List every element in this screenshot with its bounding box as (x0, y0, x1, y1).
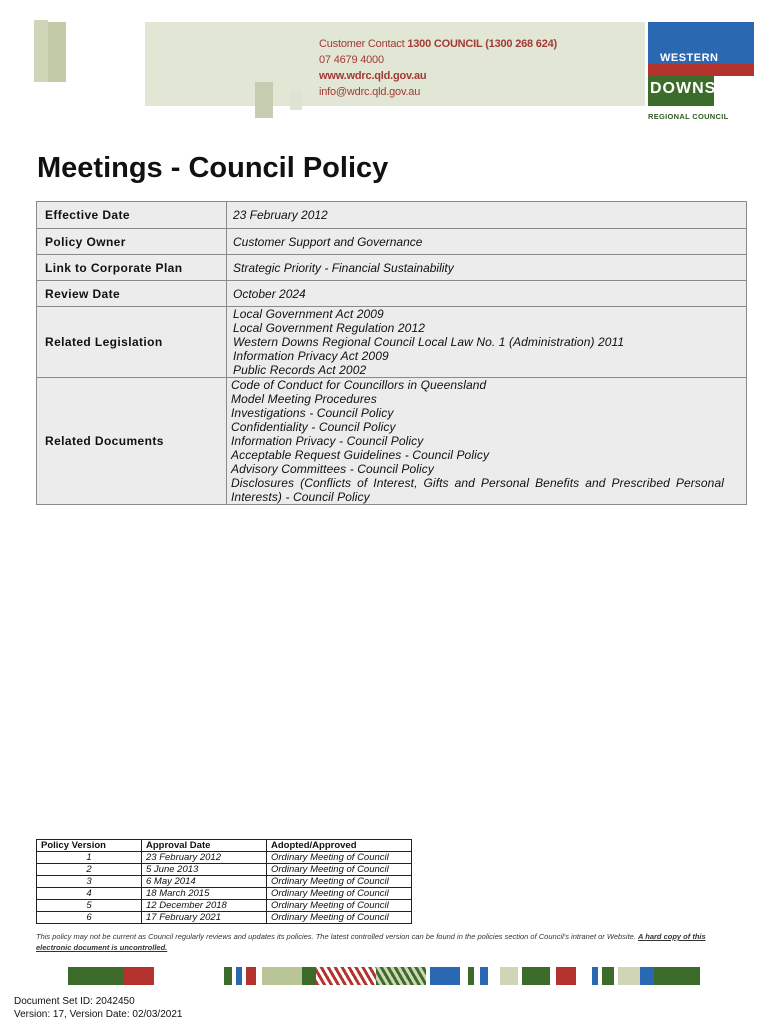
info-label: Review Date (37, 281, 227, 307)
email-link[interactable]: info@wdrc.qld.gov.au (319, 86, 421, 98)
website-link[interactable]: www.wdrc.qld.gov.au (319, 70, 427, 82)
document-item: Model Meeting Procedures (231, 392, 377, 406)
contact-line (319, 36, 557, 52)
info-value (227, 307, 747, 378)
footer-pattern (302, 967, 316, 985)
footer-pattern (500, 967, 518, 985)
document-set-id: Document Set ID: 2042450 (14, 996, 135, 1007)
approved-cell: Ordinary Meeting of Council (267, 900, 412, 912)
legislation-item: Information Privacy Act 2009 (233, 349, 389, 363)
footer-pattern (246, 967, 256, 985)
date-cell: 23 February 2012 (142, 852, 267, 864)
info-row-legislation (37, 307, 747, 378)
logo-downs-text: DOWNS (650, 80, 717, 97)
column-header: Policy Version (37, 840, 142, 852)
footer-pattern (592, 967, 598, 985)
table-row (37, 852, 412, 864)
document-info (14, 995, 182, 1021)
disclaimer-text (36, 931, 736, 953)
approved-cell: Ordinary Meeting of Council (267, 912, 412, 924)
footer-pattern (224, 967, 232, 985)
column-header: Adopted/Approved (267, 840, 412, 852)
banner-decoration (290, 90, 302, 110)
document-item: Advisory Committees - Council Policy (231, 462, 434, 476)
approved-cell: Ordinary Meeting of Council (267, 876, 412, 888)
footer-pattern (68, 967, 124, 985)
legislation-item: Local Government Act 2009 (233, 307, 384, 321)
info-row-corporate-plan (37, 255, 747, 281)
footer-pattern (522, 967, 550, 985)
version-cell: 6 (37, 912, 142, 924)
table-row (37, 864, 412, 876)
footer-pattern (236, 967, 242, 985)
disclaimer-bold: A hard copy of this electronic document is uncontrolled. (36, 932, 706, 952)
info-value: 23 February 2012 (227, 202, 747, 229)
info-value: October 2024 (227, 281, 747, 307)
document-item: Code of Conduct for Councillors in Queensland (231, 378, 487, 392)
footer-pattern (654, 967, 700, 985)
legislation-item: Western Downs Regional Council Local Law No. 1 (Administration) 2011 (233, 335, 625, 349)
version-cell: 3 (37, 876, 142, 888)
info-row-effective-date (37, 202, 747, 229)
info-label: Effective Date (37, 202, 227, 229)
table-row (37, 900, 412, 912)
version-cell: 1 (37, 852, 142, 864)
disclaimer-body: This policy may not be current as Council regularly reviews and updates its policies. The latest controlled version can be found in the policies section of Council's intranet or Website. (36, 932, 636, 941)
document-item: Disclosures (Conflicts of Interest, Gifts and Personal Benefits and Prescribed Personal Interests) - Council Policy (231, 476, 724, 504)
info-label: Policy Owner (37, 229, 227, 255)
footer-pattern (124, 967, 154, 985)
info-label: Link to Corporate Plan (37, 255, 227, 281)
date-cell: 17 February 2021 (142, 912, 267, 924)
column-header: Approval Date (142, 840, 267, 852)
table-row (37, 888, 412, 900)
date-cell: 6 May 2014 (142, 876, 267, 888)
info-value: Customer Support and Governance (227, 229, 747, 255)
footer-pattern (602, 967, 614, 985)
policy-info-table (36, 201, 747, 505)
logo-regional-text: REGIONAL COUNCIL (648, 112, 729, 121)
info-label: Related Legislation (37, 307, 227, 378)
document-version: Version: 17, Version Date: 02/03/2021 (14, 1009, 183, 1020)
legislation-item: Local Government Regulation 2012 (233, 321, 425, 335)
phone-number: 07 4679 4000 (319, 54, 384, 66)
contact-details (319, 36, 557, 100)
footer-pattern (480, 967, 488, 985)
banner-decoration (255, 82, 273, 118)
version-history-table (36, 839, 412, 924)
footer-pattern (316, 967, 376, 985)
approved-cell: Ordinary Meeting of Council (267, 888, 412, 900)
contact-number: 1300 COUNCIL (1300 268 624) (407, 38, 558, 50)
table-row (37, 876, 412, 888)
footer-pattern (640, 967, 654, 985)
footer-pattern (468, 967, 474, 985)
document-item: Information Privacy - Council Policy (231, 434, 424, 448)
document-item: Investigations - Council Policy (231, 406, 394, 420)
document-item: Confidentiality - Council Policy (231, 420, 396, 434)
footer-pattern (262, 967, 302, 985)
page-title: Meetings - Council Policy (37, 152, 389, 184)
footer-pattern (618, 967, 640, 985)
info-label: Related Documents (37, 378, 227, 505)
version-cell: 4 (37, 888, 142, 900)
footer-pattern (376, 967, 426, 985)
legislation-item: Public Records Act 2002 (233, 363, 367, 377)
info-row-documents (37, 378, 747, 505)
date-cell: 5 June 2013 (142, 864, 267, 876)
logo-western-text: WESTERN (660, 52, 719, 64)
version-header-row (37, 840, 412, 852)
approved-cell: Ordinary Meeting of Council (267, 864, 412, 876)
date-cell: 18 March 2015 (142, 888, 267, 900)
contact-prefix: Customer Contact (319, 38, 405, 50)
info-row-policy-owner (37, 229, 747, 255)
version-cell: 5 (37, 900, 142, 912)
banner-decoration (48, 22, 66, 82)
version-cell: 2 (37, 864, 142, 876)
footer-pattern (430, 967, 460, 985)
document-item: Acceptable Request Guidelines - Council Policy (231, 448, 490, 462)
banner-decoration (34, 20, 48, 82)
info-value: Strategic Priority - Financial Sustainability (227, 255, 747, 281)
footer-pattern (556, 967, 576, 985)
logo-red-block (648, 64, 754, 76)
date-cell: 12 December 2018 (142, 900, 267, 912)
info-row-review-date (37, 281, 747, 307)
approved-cell: Ordinary Meeting of Council (267, 852, 412, 864)
info-value (227, 378, 747, 505)
table-row (37, 912, 412, 924)
